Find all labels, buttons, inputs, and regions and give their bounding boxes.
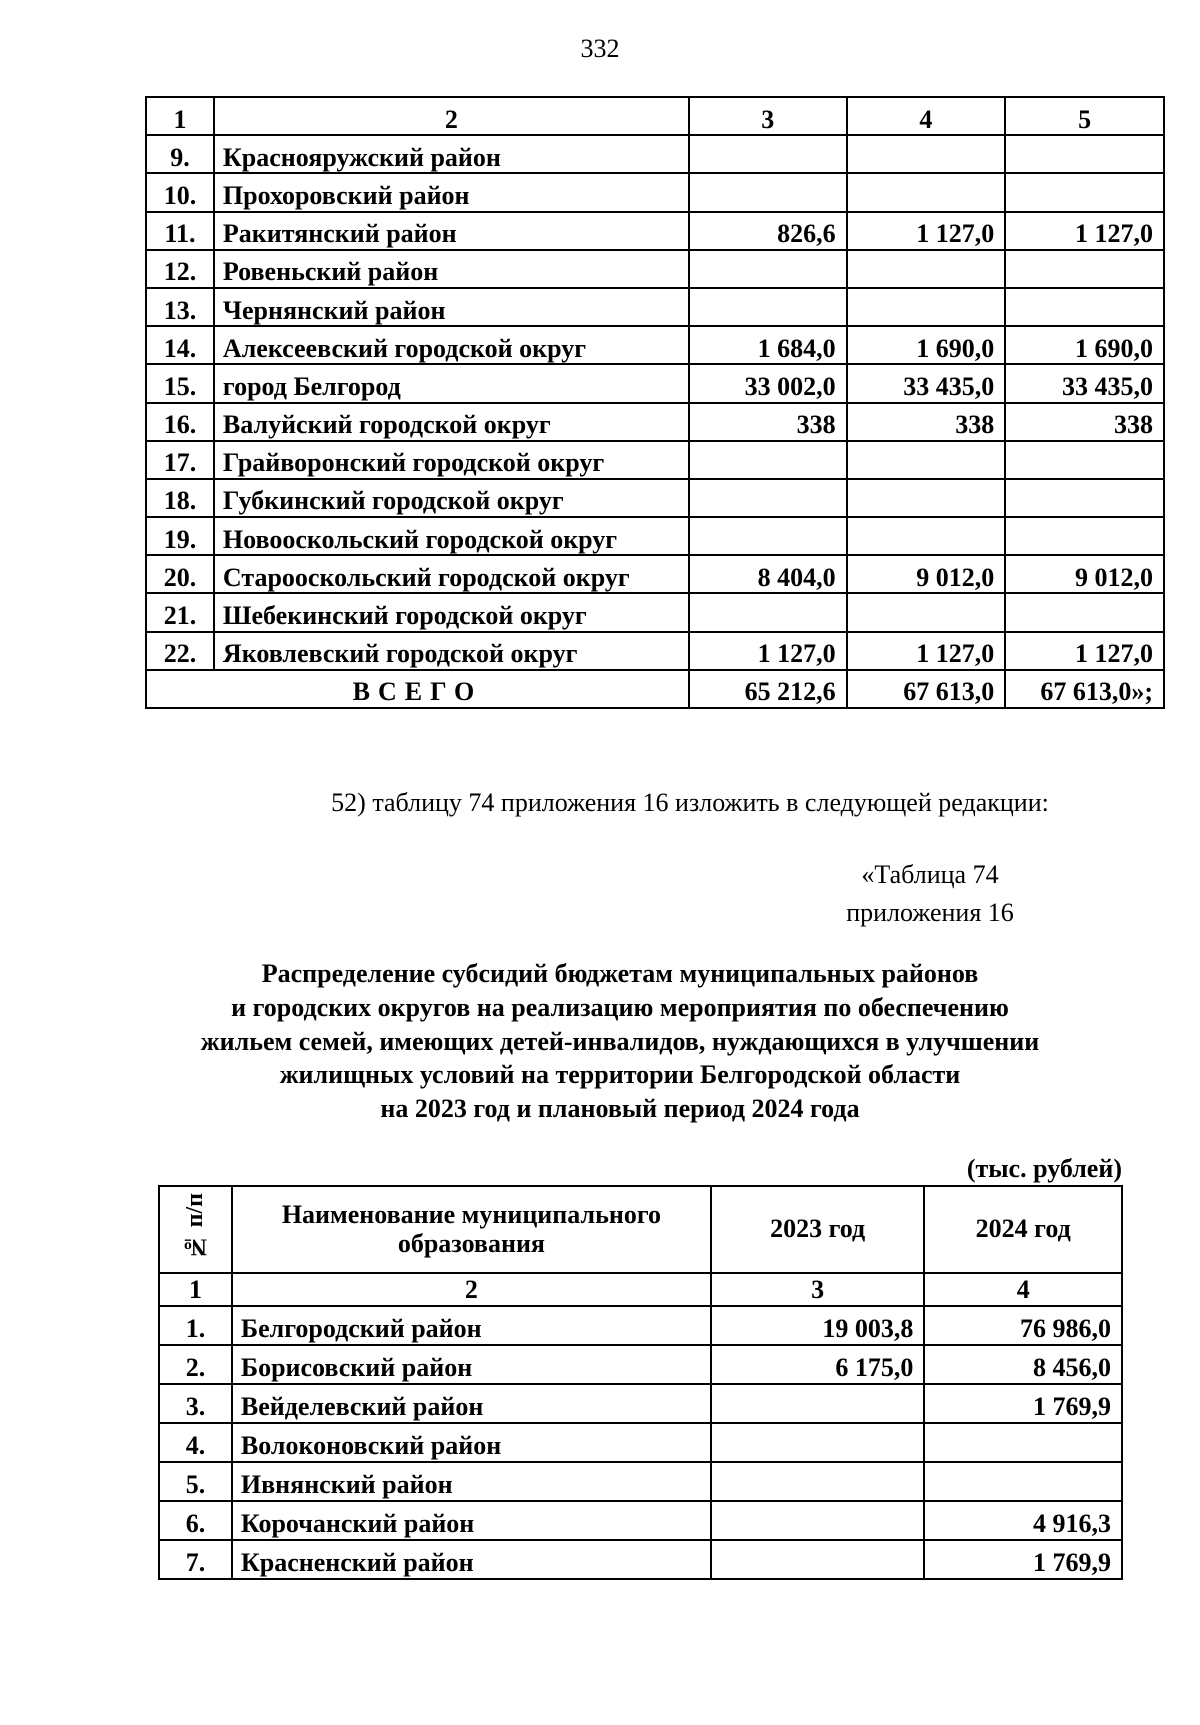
table-row <box>146 135 1164 173</box>
row-value-2023: 6 175,0 <box>711 1345 925 1384</box>
row-number: 11. <box>146 212 214 250</box>
row-number: 9. <box>146 135 214 173</box>
row-value-3: 338 <box>689 403 847 441</box>
row-name: Алексеевский городской округ <box>214 326 689 364</box>
table-row <box>146 326 1164 364</box>
row-value-2023 <box>711 1384 925 1423</box>
row-value-4 <box>847 517 1006 555</box>
row-number: 12. <box>146 250 214 288</box>
table-row <box>146 212 1164 250</box>
header-2024: 2024 год <box>924 1186 1122 1273</box>
row-value-5 <box>1005 593 1164 631</box>
row-name: Прохоровский район <box>214 173 689 211</box>
table-row <box>159 1462 1122 1501</box>
header-number <box>159 1186 232 1273</box>
table-label-line-2: приложения 16 <box>846 897 1014 927</box>
row-value-3 <box>689 250 847 288</box>
row-number: 14. <box>146 326 214 364</box>
row-value-4 <box>847 288 1006 326</box>
row-name: Валуйский городской округ <box>214 403 689 441</box>
row-name: Борисовский район <box>232 1345 711 1384</box>
table-row <box>146 479 1164 517</box>
column-number-2: 2 <box>214 97 689 135</box>
header-2023: 2023 год <box>711 1186 925 1273</box>
row-value-2024: 4 916,3 <box>924 1501 1122 1540</box>
row-value-5: 1 127,0 <box>1005 212 1164 250</box>
row-name: Губкинский городской округ <box>214 479 689 517</box>
row-value-3: 8 404,0 <box>689 555 847 593</box>
total-value-3: 65 212,6 <box>689 670 847 708</box>
row-name: Белгородский район <box>232 1306 711 1345</box>
row-value-3 <box>689 517 847 555</box>
total-value-4: 67 613,0 <box>847 670 1006 708</box>
table-label-line-1: «Таблица 74 <box>861 860 999 889</box>
row-name: Корочанский район <box>232 1501 711 1540</box>
row-value-5 <box>1005 250 1164 288</box>
row-value-5 <box>1005 479 1164 517</box>
table-row <box>146 403 1164 441</box>
table-header-row <box>146 97 1164 135</box>
table-label <box>790 856 1070 931</box>
row-number: 17. <box>146 441 214 479</box>
row-number: 15. <box>146 364 214 402</box>
row-number: 10. <box>146 173 214 211</box>
row-value-2024: 1 769,9 <box>924 1384 1122 1423</box>
table-row <box>146 441 1164 479</box>
row-number: 7. <box>159 1540 232 1579</box>
row-number: 18. <box>146 479 214 517</box>
row-number: 2. <box>159 1345 232 1384</box>
title-line-1: Распределение субсидий бюджетам муниципальных районов <box>261 959 979 988</box>
table-row <box>159 1384 1122 1423</box>
row-value-3 <box>689 288 847 326</box>
row-value-5 <box>1005 517 1164 555</box>
total-value-5: 67 613,0»; <box>1005 670 1164 708</box>
row-value-2023 <box>711 1423 925 1462</box>
column-number-4: 4 <box>924 1273 1122 1306</box>
row-value-4 <box>847 593 1006 631</box>
instruction-text: 52) таблицу 74 приложения 16 изложить в следующей редакции: <box>331 788 1049 817</box>
row-value-3 <box>689 135 847 173</box>
title-line-5: на 2023 год и плановый период 2024 года <box>380 1094 860 1124</box>
row-name: Ровеньский район <box>214 250 689 288</box>
row-value-3: 826,6 <box>689 212 847 250</box>
row-number: 3. <box>159 1384 232 1423</box>
row-value-2024 <box>924 1423 1122 1462</box>
title-line-4: жилищных условий на территории Белгородской области <box>279 1060 961 1090</box>
row-value-4 <box>847 250 1006 288</box>
subsidy-table <box>158 1185 1123 1580</box>
row-number: 6. <box>159 1501 232 1540</box>
row-number: 20. <box>146 555 214 593</box>
table-row <box>159 1345 1122 1384</box>
row-value-5: 9 012,0 <box>1005 555 1164 593</box>
table-title <box>120 957 1120 1126</box>
title-line-2: и городских округов на реализацию мероприятия по обеспечению <box>231 992 1009 1022</box>
row-name: Краснояружский район <box>214 135 689 173</box>
row-value-4: 1 690,0 <box>847 326 1006 364</box>
table-row <box>159 1540 1122 1579</box>
row-number: 4. <box>159 1423 232 1462</box>
row-value-5 <box>1005 288 1164 326</box>
row-value-5 <box>1005 441 1164 479</box>
column-number-3: 3 <box>689 97 847 135</box>
row-name: Чернянский район <box>214 288 689 326</box>
row-value-2023 <box>711 1462 925 1501</box>
row-value-3: 1 127,0 <box>689 632 847 670</box>
table-numbering-row <box>159 1273 1122 1306</box>
row-name: Ивнянский район <box>232 1462 711 1501</box>
row-value-2024 <box>924 1462 1122 1501</box>
table-row <box>146 250 1164 288</box>
row-number: 21. <box>146 593 214 631</box>
table-row <box>146 632 1164 670</box>
column-number-1: 1 <box>159 1273 232 1306</box>
row-value-3: 1 684,0 <box>689 326 847 364</box>
row-name: Новооскольский городской округ <box>214 517 689 555</box>
row-name: Вейделевский район <box>232 1384 711 1423</box>
title-line-3: жильем семей, имеющих детей-инвалидов, нуждающихся в улучшении <box>200 1026 1040 1056</box>
table-header-row <box>159 1186 1122 1273</box>
row-number: 1. <box>159 1306 232 1345</box>
row-number: 5. <box>159 1462 232 1501</box>
row-number: 22. <box>146 632 214 670</box>
table-row <box>146 173 1164 211</box>
table-row <box>146 555 1164 593</box>
row-value-2024: 76 986,0 <box>924 1306 1122 1345</box>
table-row <box>146 364 1164 402</box>
table-row <box>146 593 1164 631</box>
table-row <box>146 288 1164 326</box>
row-value-4: 33 435,0 <box>847 364 1006 402</box>
row-value-3: 33 002,0 <box>689 364 847 402</box>
table-row <box>159 1306 1122 1345</box>
row-value-4: 1 127,0 <box>847 632 1006 670</box>
header-number-text: № п/п <box>182 1193 209 1260</box>
row-number: 16. <box>146 403 214 441</box>
row-value-5: 338 <box>1005 403 1164 441</box>
column-number-1: 1 <box>146 97 214 135</box>
row-name: Шебекинский городской округ <box>214 593 689 631</box>
total-row <box>146 670 1164 708</box>
row-name: Ракитянский район <box>214 212 689 250</box>
row-value-2023 <box>711 1540 925 1579</box>
row-number: 13. <box>146 288 214 326</box>
row-number: 19. <box>146 517 214 555</box>
row-value-3 <box>689 441 847 479</box>
column-number-5: 5 <box>1005 97 1164 135</box>
row-value-5: 33 435,0 <box>1005 364 1164 402</box>
row-value-5: 1 127,0 <box>1005 632 1164 670</box>
row-name: город Белгород <box>214 364 689 402</box>
table-row <box>146 517 1164 555</box>
units-note: (тыс. рублей) <box>966 1154 1122 1183</box>
page-number: 332 <box>580 34 620 63</box>
row-value-4 <box>847 479 1006 517</box>
row-name: Грайворонский городской округ <box>214 441 689 479</box>
row-name: Волоконовский район <box>232 1423 711 1462</box>
row-value-2023: 19 003,8 <box>711 1306 925 1345</box>
row-name: Яковлевский городской округ <box>214 632 689 670</box>
table-row <box>159 1423 1122 1462</box>
row-name: Красненский район <box>232 1540 711 1579</box>
row-name: Старооскольский городской округ <box>214 555 689 593</box>
table-continuation <box>145 96 1165 709</box>
row-value-2024: 8 456,0 <box>924 1345 1122 1384</box>
row-value-2023 <box>711 1501 925 1540</box>
row-value-4: 9 012,0 <box>847 555 1006 593</box>
total-label: ВСЕГО <box>146 670 689 708</box>
header-name: Наименование муниципального образования <box>232 1186 711 1273</box>
row-value-4 <box>847 173 1006 211</box>
column-number-3: 3 <box>711 1273 925 1306</box>
row-value-3 <box>689 479 847 517</box>
column-number-4: 4 <box>847 97 1006 135</box>
row-value-3 <box>689 173 847 211</box>
row-value-4 <box>847 441 1006 479</box>
row-value-3 <box>689 593 847 631</box>
row-value-4: 338 <box>847 403 1006 441</box>
column-number-2: 2 <box>232 1273 711 1306</box>
row-value-4: 1 127,0 <box>847 212 1006 250</box>
table-row <box>159 1501 1122 1540</box>
row-value-4 <box>847 135 1006 173</box>
row-value-5 <box>1005 135 1164 173</box>
row-value-2024: 1 769,9 <box>924 1540 1122 1579</box>
row-value-5 <box>1005 173 1164 211</box>
row-value-5: 1 690,0 <box>1005 326 1164 364</box>
